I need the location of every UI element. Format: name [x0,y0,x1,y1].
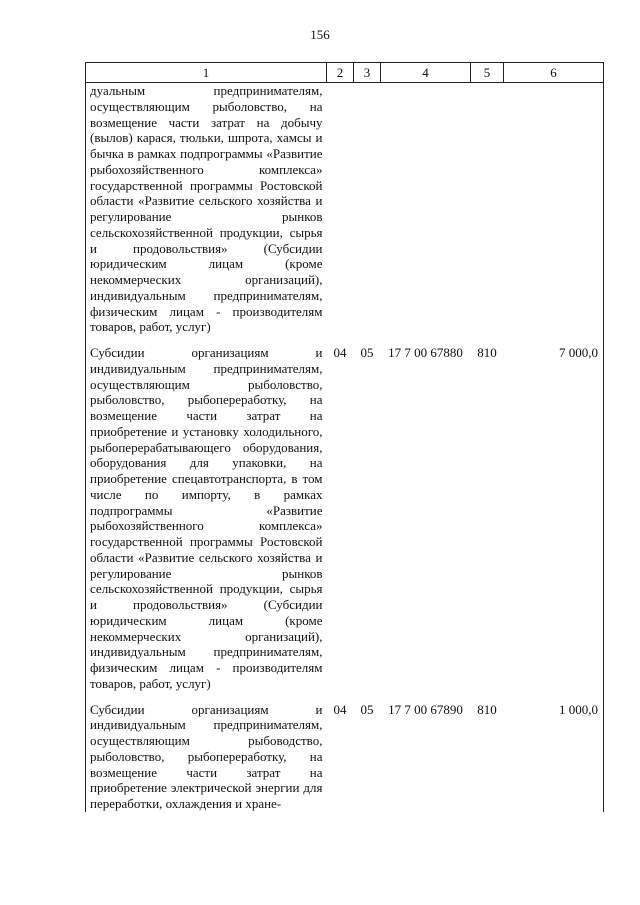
row-target-code [381,83,471,336]
row-expense-type: 810 [477,345,497,360]
header-col-4: 4 [381,63,471,83]
row-subsection: 05 [360,701,374,717]
header-col-2: 2 [327,63,354,83]
row-subsection: 05 [360,345,374,360]
row-description: дуальным предпринимателям, осуществляющим рыболовство, на возмещение части затрат на добычу (вылов) карася, тюльки, шпрота, хамсы и бычка в рамках подпрограммы «Развитие рыбохозяйственного комплекса» государственной программы Ростовской области «Развитие сельского хозяйства и регулирование рынков сельскохозяйственной продукции, сырья и продовольствия» (Субсидии юридическим лицам (кроме некоммерческих организаций), индивидуальным предпринимателям, физическим лицам - производителям товаров, работ, услуг) [86,83,327,336]
row-section: 04 [333,701,347,717]
row-expense-type: 810 [477,701,497,717]
row-amount [504,83,604,336]
row-target-code: 17 7 00 67890 [388,701,463,717]
table-row [86,83,604,336]
row-section: 04 [333,345,347,360]
row-amount: 1 000,0 [504,692,604,812]
row-subsection [354,83,381,336]
row-section [327,83,354,336]
page-number: 156 [310,27,330,42]
row-target-code: 17 7 00 67880 [388,345,463,360]
row-description: Субсидии организациям и индивидуальным предпринимателям, осуществляющим рыбоводство, рыболовство, рыбопереработку, на возмещение части затрат на приобретение электрической энергии для переработки, охлаждения и хране- [86,692,327,812]
table-header [86,63,604,83]
header-col-3: 3 [354,63,381,83]
budget-table [85,62,604,812]
header-col-1: 1 [86,63,327,83]
header-row [86,63,604,83]
table-row [86,335,604,692]
row-amount: 7 000,0 [504,335,604,692]
header-col-5: 5 [471,63,504,83]
table-row [86,692,604,812]
header-col-6: 6 [504,63,604,83]
row-expense-type [471,83,504,336]
row-description: Субсидии организациям и индивидуальным предпринимателям, осуществляющим рыболовство, рыболовство, рыбопереработку, на возмещение части затрат на приобретение и установку холодильного, рыбоперерабатывающего оборудования, оборудования для упаковки, на приобретение спецавтотранспорта, в том числе по импорту, в рамках подпрограммы «Развитие рыбохозяйственного комплекса» государственной программы Ростовской области «Развитие сельского хозяйства и регулирование рынков сельскохозяйственной продукции, сырья и продовольствия» (Субсидии юридическим лицам (кроме некоммерческих организаций), индивидуальным предпринимателям, физическим лицам - производителям товаров, работ, услуг) [86,335,327,692]
